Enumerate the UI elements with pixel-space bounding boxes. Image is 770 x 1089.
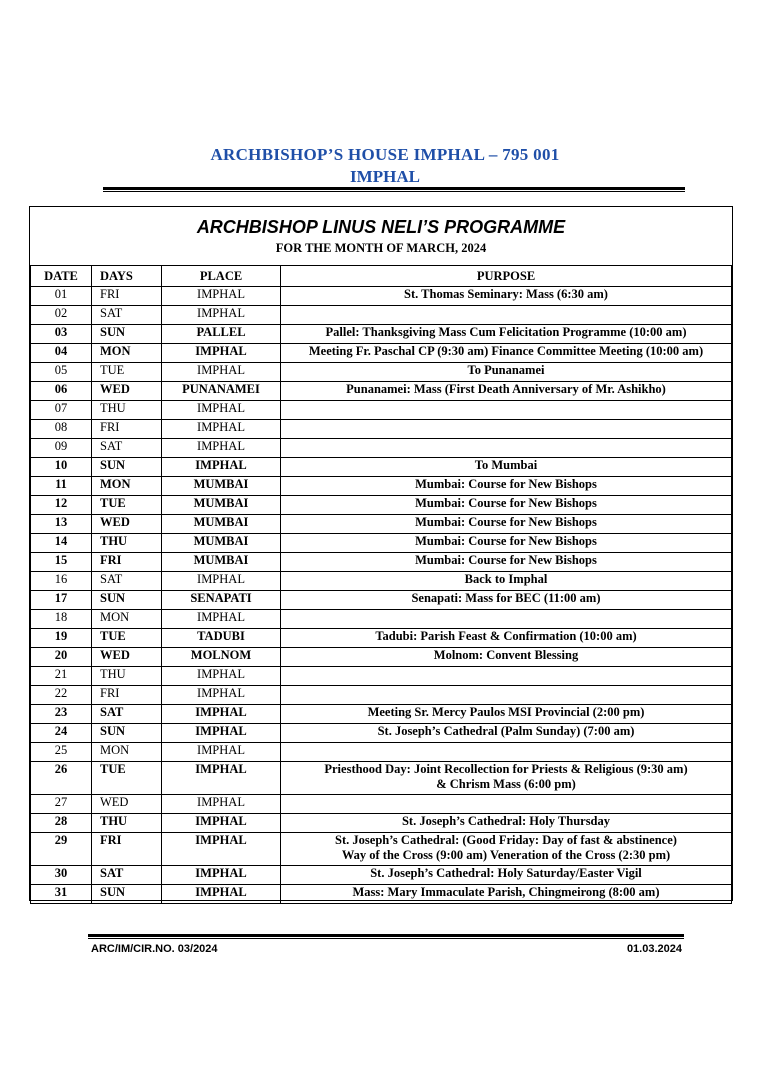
table-row (31, 795, 732, 814)
row-day: THU (92, 401, 162, 420)
table-row (31, 648, 732, 667)
row-purpose (281, 382, 732, 401)
row-purpose (281, 363, 732, 382)
purpose-line: Mass: Mary Immaculate Parish, Chingmeirong (8:00 am) (352, 885, 660, 899)
row-date: 25 (31, 743, 92, 762)
row-day: THU (92, 534, 162, 553)
footer-rule (88, 934, 684, 937)
table-row (31, 724, 732, 743)
table-row (31, 553, 732, 572)
row-purpose (281, 287, 732, 306)
table-body (31, 287, 732, 904)
row-purpose (281, 325, 732, 344)
row-place: IMPHAL (162, 705, 281, 724)
row-place: TADUBI (162, 629, 281, 648)
row-purpose (281, 553, 732, 572)
row-place: IMPHAL (162, 344, 281, 363)
programme-table (30, 265, 732, 904)
row-day: SAT (92, 439, 162, 458)
row-date: 28 (31, 814, 92, 833)
row-place: IMPHAL (162, 667, 281, 686)
row-place: MUMBAI (162, 496, 281, 515)
table-row (31, 306, 732, 325)
table-row (31, 686, 732, 705)
row-place: IMPHAL (162, 866, 281, 885)
row-date: 07 (31, 401, 92, 420)
row-date: 12 (31, 496, 92, 515)
row-purpose (281, 667, 732, 686)
row-place: IMPHAL (162, 572, 281, 591)
row-date: 08 (31, 420, 92, 439)
row-date: 05 (31, 363, 92, 382)
row-purpose (281, 724, 732, 743)
row-day: FRI (92, 833, 162, 866)
table-row (31, 866, 732, 885)
row-place: MUMBAI (162, 553, 281, 572)
row-day: FRI (92, 553, 162, 572)
row-day: SUN (92, 325, 162, 344)
row-purpose (281, 496, 732, 515)
row-date: 06 (31, 382, 92, 401)
row-day: SAT (92, 705, 162, 724)
row-day: FRI (92, 686, 162, 705)
row-date: 09 (31, 439, 92, 458)
circular-date: 01.03.2024 (626, 943, 682, 955)
purpose-line: St. Joseph’s Cathedral: Holy Thursday (401, 814, 611, 828)
circular-number: ARC/IM/CIR.NO. 03/2024 (91, 943, 218, 955)
purpose-line: St. Joseph’s Cathedral: (Good Friday: Day of fast & abstinence) (335, 833, 677, 847)
header-purpose: PURPOSE (281, 266, 732, 287)
table-row (31, 572, 732, 591)
table-row (31, 629, 732, 648)
letterhead-line1: ARCHBISHOP’S HOUSE IMPHAL – 795 001 (210, 145, 560, 164)
row-purpose (281, 534, 732, 553)
row-purpose (281, 401, 732, 420)
header-days: DAYS (92, 266, 162, 287)
row-place: MUMBAI (162, 477, 281, 496)
row-date: 30 (31, 866, 92, 885)
table-row (31, 287, 732, 306)
row-date: 18 (31, 610, 92, 629)
row-day: WED (92, 382, 162, 401)
purpose-line: St. Thomas Seminary: Mass (6:30 am) (404, 287, 608, 301)
row-day: TUE (92, 363, 162, 382)
row-purpose (281, 591, 732, 610)
purpose-line: Mumbai: Course for New Bishops (415, 496, 597, 510)
row-date: 16 (31, 572, 92, 591)
row-purpose (281, 814, 732, 833)
header-place: PLACE (162, 266, 281, 287)
table-row (31, 885, 732, 904)
row-place: IMPHAL (162, 724, 281, 743)
row-place: PUNANAMEI (162, 382, 281, 401)
header-date: DATE (31, 266, 92, 287)
row-purpose (281, 833, 732, 866)
purpose-line: St. Joseph’s Cathedral (Palm Sunday) (7:00 am) (377, 724, 635, 738)
purpose-line: Pallel: Thanksgiving Mass Cum Felicitation Programme (10:00 am) (325, 325, 687, 339)
table-row (31, 814, 732, 833)
row-date: 31 (31, 885, 92, 904)
row-day: WED (92, 648, 162, 667)
table-row (31, 420, 732, 439)
row-day: MON (92, 477, 162, 496)
purpose-line: Meeting Sr. Mercy Paulos MSI Provincial (2:00 pm) (367, 705, 645, 719)
row-day: THU (92, 667, 162, 686)
row-date: 01 (31, 287, 92, 306)
row-place: IMPHAL (162, 420, 281, 439)
purpose-line-2: Way of the Cross (9:00 am) Veneration of the Cross (2:30 pm) (341, 848, 671, 862)
row-place: IMPHAL (162, 885, 281, 904)
table-row (31, 667, 732, 686)
programme-frame (29, 206, 733, 901)
row-purpose (281, 629, 732, 648)
row-day: FRI (92, 287, 162, 306)
table-row (31, 515, 732, 534)
purpose-line: Back to Imphal (464, 572, 548, 586)
row-day: SUN (92, 591, 162, 610)
row-place: IMPHAL (162, 762, 281, 795)
row-place: SENAPATI (162, 591, 281, 610)
programme-title: ARCHBISHOP LINUS NELI’S PROGRAMME (196, 217, 566, 237)
table-row (31, 743, 732, 762)
table-row (31, 363, 732, 382)
purpose-line: To Mumbai (474, 458, 538, 472)
table-row (31, 344, 732, 363)
header-rule-thin (103, 191, 685, 192)
purpose-line: Priesthood Day: Joint Recollection for Priests & Religious (9:30 am) (324, 762, 688, 776)
row-purpose (281, 866, 732, 885)
row-date: 20 (31, 648, 92, 667)
row-day: TUE (92, 629, 162, 648)
row-date: 19 (31, 629, 92, 648)
letterhead-line2: IMPHAL (350, 167, 420, 186)
row-date: 24 (31, 724, 92, 743)
row-date: 04 (31, 344, 92, 363)
row-date: 29 (31, 833, 92, 866)
row-place: IMPHAL (162, 686, 281, 705)
row-place: MOLNOM (162, 648, 281, 667)
row-purpose (281, 885, 732, 904)
row-day: TUE (92, 496, 162, 515)
table-row (31, 401, 732, 420)
row-day: FRI (92, 420, 162, 439)
table-header-row (31, 266, 732, 287)
row-place: IMPHAL (162, 287, 281, 306)
purpose-line: Mumbai: Course for New Bishops (415, 515, 597, 529)
row-purpose (281, 610, 732, 629)
purpose-line: Senapati: Mass for BEC (11:00 am) (411, 591, 601, 605)
row-place: IMPHAL (162, 610, 281, 629)
purpose-line: Meeting Fr. Paschal CP (9:30 am) Finance Committee Meeting (10:00 am) (308, 344, 704, 358)
row-day: TUE (92, 762, 162, 795)
purpose-line: Molnom: Convent Blessing (433, 648, 579, 662)
row-purpose (281, 439, 732, 458)
row-day: SUN (92, 724, 162, 743)
row-purpose (281, 477, 732, 496)
row-purpose (281, 344, 732, 363)
row-place: MUMBAI (162, 515, 281, 534)
row-date: 02 (31, 306, 92, 325)
row-date: 26 (31, 762, 92, 795)
row-purpose (281, 458, 732, 477)
row-purpose (281, 743, 732, 762)
row-date: 17 (31, 591, 92, 610)
row-date: 13 (31, 515, 92, 534)
table-row (31, 610, 732, 629)
row-date: 21 (31, 667, 92, 686)
row-date: 22 (31, 686, 92, 705)
row-day: THU (92, 814, 162, 833)
row-place: IMPHAL (162, 401, 281, 420)
table-row (31, 762, 732, 795)
table-row (31, 833, 732, 866)
row-purpose (281, 306, 732, 325)
purpose-line: Punanamei: Mass (First Death Anniversary of Mr. Ashikho) (346, 382, 666, 396)
row-place: IMPHAL (162, 814, 281, 833)
purpose-line-2: & Chrism Mass (6:00 pm) (436, 777, 576, 791)
table-row (31, 477, 732, 496)
footer-rule-thin (88, 938, 684, 939)
purpose-line: Tadubi: Parish Feast & Confirmation (10:00 am) (375, 629, 637, 643)
row-purpose (281, 572, 732, 591)
table-row (31, 705, 732, 724)
row-day: SUN (92, 458, 162, 477)
row-place: IMPHAL (162, 743, 281, 762)
row-day: SAT (92, 572, 162, 591)
row-place: IMPHAL (162, 306, 281, 325)
purpose-line: Mumbai: Course for New Bishops (415, 477, 597, 491)
row-place: IMPHAL (162, 458, 281, 477)
row-date: 15 (31, 553, 92, 572)
table-row (31, 534, 732, 553)
row-day: SAT (92, 866, 162, 885)
row-day: SUN (92, 885, 162, 904)
row-day: MON (92, 344, 162, 363)
table-row (31, 325, 732, 344)
row-purpose (281, 705, 732, 724)
row-day: MON (92, 610, 162, 629)
header-rule (103, 187, 685, 190)
row-day: MON (92, 743, 162, 762)
row-date: 03 (31, 325, 92, 344)
row-purpose (281, 420, 732, 439)
table-row (31, 439, 732, 458)
row-day: WED (92, 795, 162, 814)
row-place: IMPHAL (162, 439, 281, 458)
table-row (31, 382, 732, 401)
programme-subtitle: FOR THE MONTH OF MARCH, 2024 (275, 241, 487, 255)
row-place: IMPHAL (162, 833, 281, 866)
row-date: 11 (31, 477, 92, 496)
row-day: SAT (92, 306, 162, 325)
row-purpose (281, 648, 732, 667)
row-date: 10 (31, 458, 92, 477)
row-purpose (281, 686, 732, 705)
row-place: IMPHAL (162, 363, 281, 382)
table-row (31, 496, 732, 515)
row-place: IMPHAL (162, 795, 281, 814)
row-purpose (281, 795, 732, 814)
purpose-line: To Punanamei (467, 363, 545, 377)
row-date: 14 (31, 534, 92, 553)
row-date: 23 (31, 705, 92, 724)
row-purpose (281, 762, 732, 795)
row-place: PALLEL (162, 325, 281, 344)
purpose-line: St. Joseph’s Cathedral: Holy Saturday/Easter Vigil (370, 866, 642, 880)
row-day: WED (92, 515, 162, 534)
table-row (31, 458, 732, 477)
purpose-line: Mumbai: Course for New Bishops (415, 553, 597, 567)
row-date: 27 (31, 795, 92, 814)
table-row (31, 591, 732, 610)
row-purpose (281, 515, 732, 534)
purpose-line: Mumbai: Course for New Bishops (415, 534, 597, 548)
row-place: MUMBAI (162, 534, 281, 553)
